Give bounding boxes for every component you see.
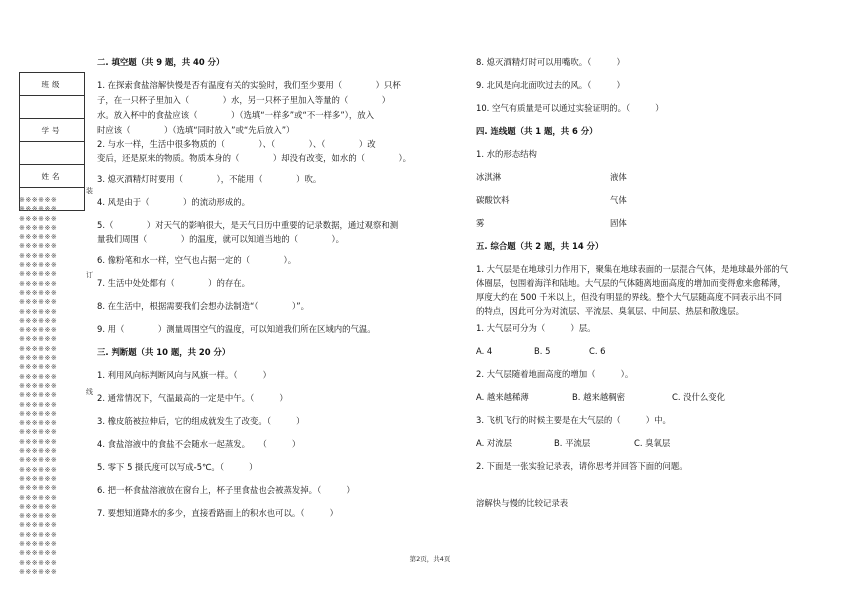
s5-sub3: 3. 飞机飞行的时候主要是在大气层的（ ）中。: [476, 415, 671, 425]
match-right-2: 气体: [610, 195, 627, 205]
s5-passage-line1: 1. 大气层是在地球引力作用下，聚集在地球表面的一层混合气体，是地球最外部的气: [476, 264, 789, 274]
s5-sub2-opt-c: C. 没什么变化: [672, 392, 726, 402]
s5-sub1-opt-b: B. 5: [534, 346, 551, 356]
class-field[interactable]: [20, 96, 85, 119]
s2-q1-line2: 子，在一只杯子里加入（ ）水，另一只杯子里加入等量的（ ）: [97, 95, 391, 105]
section5-title: 五. 综合题（共 2 题，共 14 分）: [476, 241, 604, 251]
s2-q2-line2: 变后，还是原来的物质。物质本身的（ ）却没有改变，如水的（ ）。: [97, 153, 412, 163]
s2-q3: 3. 熄灭酒精灯时要用（ ），不能用（ ）吹。: [97, 174, 322, 184]
s2-q8: 8. 在生活中，根据需要我们会想办法制造“（ ）”。: [97, 301, 309, 311]
s4-q1: 1. 水的形态结构: [476, 149, 537, 159]
s5-sub1-opt-c: C. 6: [589, 346, 606, 356]
s5-passage-line4: 的特点，因此可分为对流层、平流层、臭氧层、中间层、热层和散逸层。: [476, 306, 744, 316]
binding-dots: ※※※※※※ ※※※※※※ ※※※※※※ ※※※※※※ ※※※※※※ ※※※※※※ ※※※※※※ ※※※※※※ ※※※※※※ ※※※※※※ ※※※※※※ ※※※※※※ ※※※※※※ ※※※※※※ ※※※※※※ ※※※※※※ ※※※※※※ ※※※※※※ ※※※※※※ ※※※※※※ ※※※※※※ ※※※※※※ ※※※※※※ ※※※※※※ ※※※※※※ ※※※※※※ ※※※※※※ ※※※※※※ ※※※※※※ ※※※※※※ ※※※※※※ ※※※※※※ ※※※※※※ ※※※※※※ ※※※※※※ ※※※※※※ ※※※※※※ ※※※※※※ ※※※※※※ ※※※※※※ ※※※※※※: [19, 196, 58, 576]
s3-q8: 8. 熄灭酒精灯时可以用嘴吹。（ ）: [476, 57, 625, 67]
s5-sub3-opt-b: B. 平流层: [554, 438, 591, 448]
s2-q4: 4. 风是由于（ ）的流动形成的。: [97, 197, 251, 207]
s3-q2: 2. 通常情况下，气温最高的一定是中午。（ ）: [97, 393, 288, 403]
s5-passage-line3: 厚度大约在 500 千米以上，但没有明显的界线。整个大气层随高度不同表示出不同: [476, 292, 783, 302]
student-id-field[interactable]: [20, 142, 85, 165]
match-left-2: 碳酸饮料: [476, 195, 510, 205]
s2-q5-line2: 量我们周围（ ）的温度，就可以知道当地的（ ）。: [97, 234, 345, 244]
binding-char-ding: 订: [86, 271, 93, 279]
s2-q6: 6. 像粉笔和水一样，空气也占据一定的（ ）。: [97, 255, 297, 265]
s3-q9: 9. 北风是向北面吹过去的风。（ ）: [476, 80, 625, 90]
s5-sub1-opt-a: A. 4: [476, 346, 493, 356]
match-left-1: 冰淇淋: [476, 172, 502, 182]
s5-sub2: 2. 大气层随着地面高度的增加（ ）。: [476, 369, 634, 379]
section4-title: 四. 连线题（共 1 题，共 6 分）: [476, 126, 598, 136]
s2-q9: 9. 用（ ）测量周围空气的温度，可以知道我们所在区域内的气温。: [97, 324, 376, 334]
student-id-label: 学号: [20, 119, 85, 142]
s2-q5-line1: 5.（ ）对天气的影响很大，是天气日历中重要的记录数据，通过观察和测: [97, 220, 399, 230]
s3-q6: 6. 把一杯食盐溶液放在窗台上，杯子里食盐也会被蒸发掉。（ ）: [97, 485, 355, 495]
s5-q2: 2. 下面是一张实验记录表，请你思考并回答下面的问题。: [476, 461, 688, 471]
section2-title: 二. 填空题（共 9 题，共 40 分）: [97, 57, 225, 67]
class-label: 班级: [20, 73, 85, 96]
s2-q1-line1: 1. 在探索食盐溶解快慢是否有温度有关的实验时，我们至少要用（ ）只杯: [97, 80, 401, 90]
match-left-3: 雾: [476, 218, 485, 228]
s3-q10: 10. 空气有质量是可以通过实验证明的。（ ）: [476, 103, 664, 113]
s5-passage-line2: 体圈层，包围着海洋和陆地。大气层的气体随离地面高度的增加而变得愈来愈稀薄，: [476, 278, 786, 288]
record-table-title: 溶解快与慢的比较记录表: [476, 498, 569, 508]
match-right-1: 液体: [610, 172, 627, 182]
s5-sub3-opt-c: C. 臭氧层: [634, 438, 671, 448]
binding-char-xian: 线: [86, 388, 93, 396]
s5-sub1: 1. 大气层可分为（ ）层。: [476, 323, 596, 333]
s2-q7: 7. 生活中处处都有（ ）的存在。: [97, 278, 251, 288]
s5-sub3-opt-a: A. 对流层: [476, 438, 513, 448]
name-label: 姓名: [20, 165, 85, 188]
s2-q2-line1: 2. 与水一样，生活中很多物质的（ ）、（ ）、（ ）改: [97, 139, 376, 149]
s3-q5: 5. 零下 5 摄氏度可以写成-5℃。（ ）: [97, 462, 258, 472]
match-right-3: 固体: [610, 218, 627, 228]
s3-q3: 3. 橡皮筋被拉伸后，它的组成就发生了改变。（ ）: [97, 416, 305, 426]
s5-sub2-opt-a: A. 越来越稀薄: [476, 392, 529, 402]
page-footer: 第2页，共4页: [409, 555, 451, 563]
section3-title: 三. 判断题（共 10 题，共 20 分）: [97, 347, 231, 357]
s2-q1-line3: 水。放入杯中的食盐应该（ ）（选填“一样多”或“不一样多”），放入: [97, 110, 374, 120]
s3-q1: 1. 利用风向标判断风向与风旗一样。（ ）: [97, 370, 271, 380]
s5-sub2-opt-b: B. 越来越稠密: [572, 392, 625, 402]
binding-char-zhuang: 装: [86, 187, 93, 195]
student-info-table: [19, 72, 85, 211]
s3-q7: 7. 要想知道降水的多少，直接看路面上的积水也可以。（ ）: [97, 508, 338, 518]
s2-q1-line4: 时应该（ ）（选填“同时放入”或“先后放入”）: [97, 125, 295, 135]
s3-q4: 4. 食盐溶液中的食盐不会随水一起蒸发。 （ ）: [97, 439, 301, 449]
